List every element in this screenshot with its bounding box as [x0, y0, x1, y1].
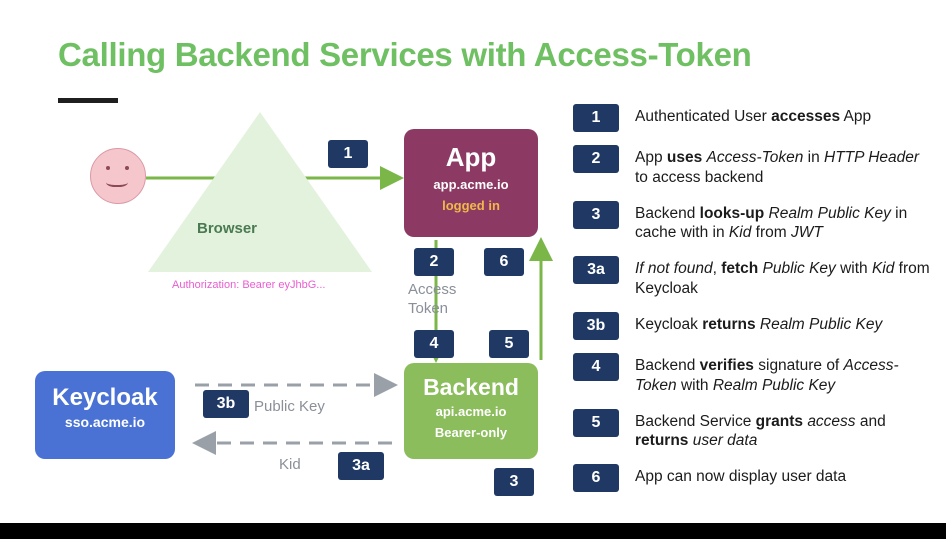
legend-step-text: Backend Service grants access and returns user data [635, 412, 886, 450]
legend-step-chip: 3 [573, 201, 619, 229]
step-chip-6: 6 [484, 248, 524, 276]
legend-step-chip: 6 [573, 464, 619, 492]
public-key-label: Public Key [254, 398, 325, 415]
step-chip-3-diagram: 3 [494, 468, 534, 496]
legend-step-chip: 4 [573, 353, 619, 381]
kid-label: Kid [279, 456, 301, 473]
legend-item [573, 353, 933, 396]
avatar-eye-left-icon [106, 166, 110, 170]
legend-step-chip: 2 [573, 145, 619, 173]
legend-item [573, 312, 933, 340]
app-node [404, 129, 538, 237]
legend-list [573, 104, 933, 505]
legend-step-text: App can now display user data [635, 468, 847, 486]
step-chip-4: 4 [414, 330, 454, 358]
legend-step-chip: 5 [573, 409, 619, 437]
page-title: Calling Backend Services with Access-Token [58, 36, 752, 73]
step-chip-2: 2 [414, 248, 454, 276]
legend-step-chip: 3a [573, 256, 619, 284]
step-chip-5: 5 [489, 330, 529, 358]
keycloak-node [35, 371, 175, 459]
legend-item [573, 464, 933, 492]
legend-step-text: Backend verifies signature of Access-Token with Realm Public Key [635, 356, 899, 394]
step-chip-3b-diagram: 3b [203, 390, 249, 418]
step-chip-1: 1 [328, 140, 368, 168]
access-token-label-line1: Access [408, 281, 457, 298]
legend-step-chip: 3b [573, 312, 619, 340]
legend-step-chip: 1 [573, 104, 619, 132]
legend-item [573, 104, 933, 132]
bottom-letterbox [0, 523, 946, 539]
legend-step-text: App uses Access-Token in HTTP Header to access backend [635, 149, 920, 186]
step-chip-3a-diagram: 3a [338, 452, 384, 480]
keycloak-node-host: sso.acme.io [64, 414, 146, 431]
app-node-state: logged in [442, 198, 500, 214]
app-node-title: App [445, 142, 497, 172]
backend-node-title: Backend [423, 374, 519, 400]
title-underline [58, 98, 118, 103]
avatar-smile-icon [106, 175, 128, 187]
legend-item [573, 145, 933, 188]
legend-step-text: If not found, fetch Public Key with Kid from Keycloak [635, 260, 930, 298]
user-avatar-icon [90, 148, 146, 204]
authorization-header-text: Authorization: Bearer eyJhbG... [172, 279, 326, 291]
access-token-label [408, 281, 456, 319]
backend-node-host: api.acme.io [435, 404, 507, 420]
legend-item [573, 256, 933, 299]
backend-node [404, 363, 538, 459]
legend-item [573, 409, 933, 452]
browser-label: Browser [197, 220, 258, 237]
legend-item [573, 201, 933, 244]
app-node-host: app.acme.io [433, 176, 509, 192]
access-token-label-line2: Token [408, 299, 449, 317]
legend-step-text: Authenticated User accesses App [635, 108, 872, 125]
legend-step-text: Keycloak returns Realm Public Key [635, 315, 883, 333]
avatar-eye-right-icon [125, 166, 129, 170]
backend-node-state: Bearer-only [434, 424, 508, 440]
legend-step-text: Backend looks-up Realm Public Key in cache with in Kid from JWT [635, 204, 908, 242]
browser-triangle [148, 112, 372, 272]
keycloak-node-title: Keycloak [52, 384, 158, 411]
